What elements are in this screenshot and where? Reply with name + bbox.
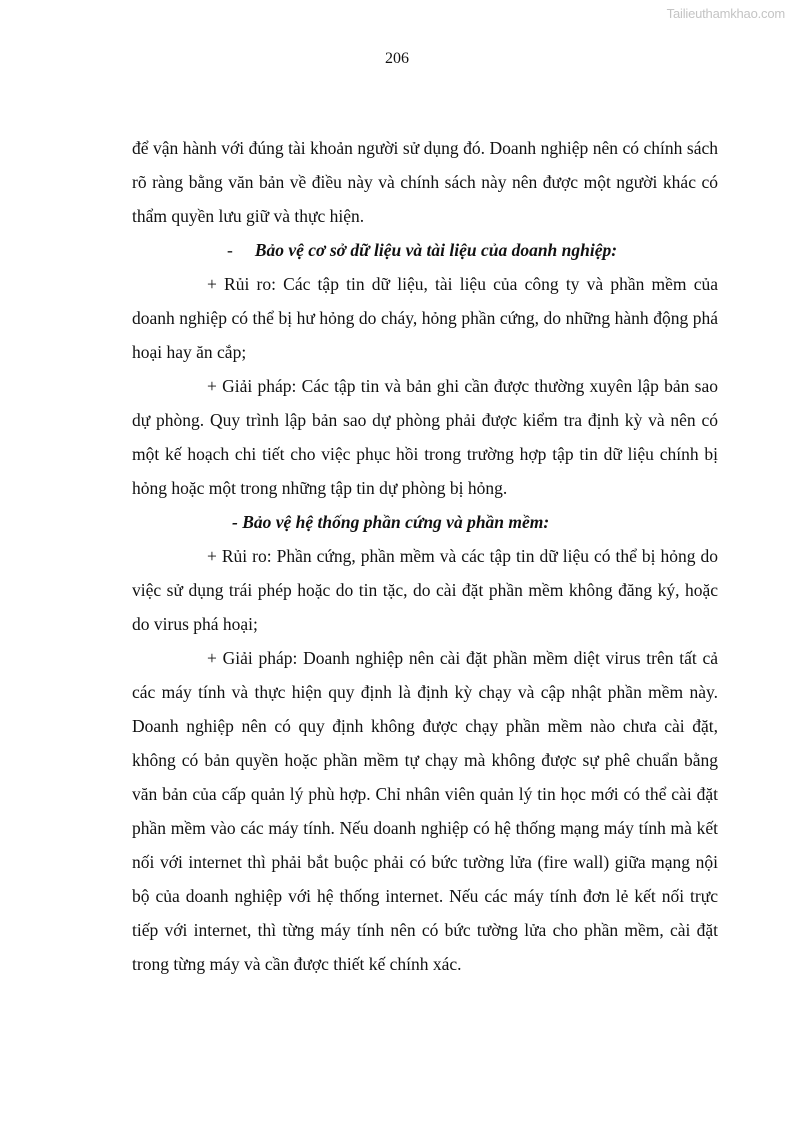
heading-text: Bảo vệ cơ sở dữ liệu và tài liệu của doanh nghiệp: xyxy=(254,240,618,260)
heading-database-protection xyxy=(132,233,718,267)
page-number: 206 xyxy=(385,50,409,67)
watermark: Tailieuthamkhao.com xyxy=(666,6,785,21)
heading-hardware-software-protection: - Bảo vệ hệ thống phần cứng và phần mềm: xyxy=(232,512,550,532)
paragraph-account-policy: để vận hành với đúng tài khoản người sử dụng đó. Doanh nghiệp nên có chính sách rõ ràng bằng văn bản về điều này và chính sách này nên được một người khác có thẩm quyền lưu giữ và thực hiện. xyxy=(132,138,718,226)
document-body xyxy=(132,131,718,981)
paragraph-risk-database: + Rủi ro: Các tập tin dữ liệu, tài liệu của công ty và phần mềm của doanh nghiệp có thể bị hư hỏng do cháy, hỏng phần cứng, do những hành động phá hoại hay ăn cắp; xyxy=(132,274,718,362)
paragraph-solution-database: + Giải pháp: Các tập tin và bản ghi cần được thường xuyên lập bản sao dự phòng. Quy trình lập bản sao dự phòng phải được kiểm tra định kỳ và nên có một kế hoạch chi tiết cho việc phục hồi trong trường hợp tập tin dữ liệu chính bị hỏng hoặc một trong những tập tin dự phòng bị hỏng. xyxy=(132,376,718,498)
paragraph-solution-hardware: + Giải pháp: Doanh nghiệp nên cài đặt phần mềm diệt virus trên tất cả các máy tính và thực hiện quy định là định kỳ chạy và cập nhật phần mềm này. Doanh nghiệp nên có quy định không được chạy phần mềm nào chưa cài đặt, không có bản quyền hoặc phần mềm tự chạy mà không được sự phê chuẩn bằng văn bản của cấp quản lý phù hợp. Chỉ nhân viên quản lý tin học mới có thể cài đặt phần mềm vào các máy tính. Nếu doanh nghiệp có hệ thống mạng máy tính mà kết nối với internet thì phải bắt buộc phải có bức tường lửa (fire wall) giữa mạng nội bộ của doanh nghiệp với hệ thống internet. Nếu các máy tính đơn lẻ kết nối trực tiếp với internet, thì từng máy tính nên có bức tường lửa cho phần mềm, cài đặt trong từng máy và cần được thiết kế chính xác. xyxy=(132,648,718,974)
paragraph-risk-hardware: + Rủi ro: Phần cứng, phần mềm và các tập tin dữ liệu có thể bị hỏng do việc sử dụng trái phép hoặc do tin tặc, do cài đặt phần mềm không đăng ký, hoặc do virus phá hoại; xyxy=(132,546,718,634)
heading-dash: - xyxy=(227,240,233,260)
